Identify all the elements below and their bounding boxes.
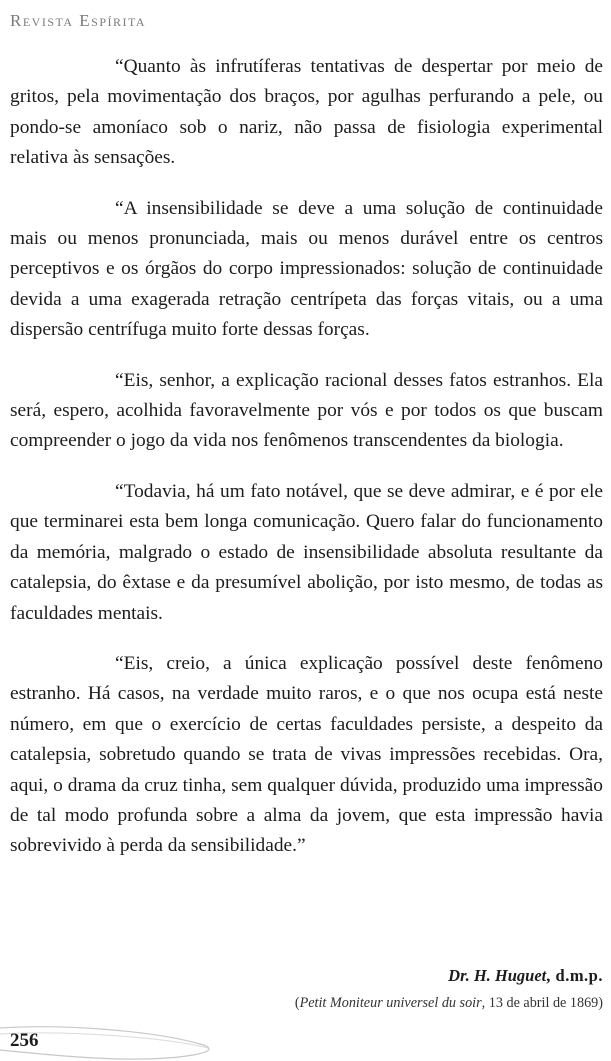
running-header: Revista Espírita [10,11,147,30]
source-title: Petit Moniteur universel du soir [299,995,482,1011]
paragraph: “A insensibilidade se deve a uma solução de continuidade mais ou menos pronunciada, mais ou menos durável entre os centros perceptivos e os órgãos do corpo impressionados: solução de continuidade devida a uma exagerada retração centrípeta das forças vitais, ou a uma dispersão centrífuga muito forte dessas forças. [10,197,603,341]
paragraph: “Eis, senhor, a explicação racional desses fatos estranhos. Ela será, espero, acolhida favoravelmente por vós e por todos os que buscam compreender o jogo da vida nos fenômenos transcendentes da biologia. [10,369,603,452]
source-open-paren: ( [294,995,300,1011]
signature-degree: , d.m.p. [546,966,603,985]
footer-ornament [0,1020,320,1061]
paragraph: “Quanto às infrutíferas tentativas de despertar por meio de gritos, pela movimentação dos braços, por agulhas perfurando a pele, ou pondo-se amoníaco sob o nariz, não passa de fisiologia experimental relativa às sensações. [10,56,603,169]
paragraph: “Eis, creio, a única explicação possível deste fenômeno estranho. Há casos, na verdade muito raros, e o que nos ocupa está neste número, em que o exercício de certas faculdades persiste, a despeito da catalepsia, sobretudo quando se trata de vivas impressões recebidas. Ora, aqui, o drama da cruz tinha, sem qualquer dúvida, produzido uma impressão de tal modo profunda sobre a alma da jovem, que esta impressão havia sobrevivido à perda da sensibilidade.” [10,652,603,857]
signature [448,966,603,986]
paragraph: “Todavia, há um fato notável, que se deve admirar, e é por ele que terminarei esta bem longa comunicação. Quero falar do funcionamento da memória, malgrado o estado de insensibilidade absoluta resultante da catalepsia, do êxtase e da presumível abolição, por isto mesmo, de todas as faculdades mentais. [10,480,603,624]
article-body [10,52,603,882]
source-date: , 13 de abril de 1869) [481,995,603,1011]
source-citation [295,995,603,1012]
page-number: 256 [10,1030,39,1051]
signature-name: Dr. H. Huguet [448,966,547,985]
